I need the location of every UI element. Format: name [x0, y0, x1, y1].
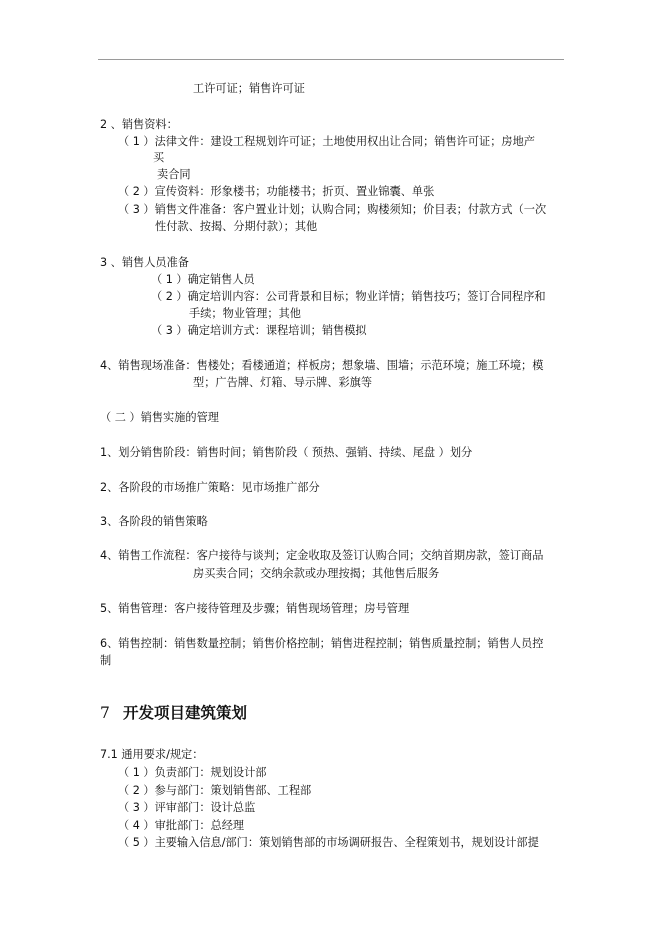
- text-line: 工许可证；销售许可证: [193, 82, 305, 95]
- text-line: （ 1 ）确定销售人员: [151, 273, 255, 286]
- list-heading: 2 、销售资料：: [100, 118, 178, 131]
- text-line: 6、销售控制：销售数量控制；销售价格控制；销售进程控制；销售质量控制；销售人员控: [100, 637, 544, 650]
- text-line: 手续；物业管理；其他: [189, 307, 301, 320]
- text-line: 3、各阶段的销售策略: [100, 515, 208, 528]
- list-heading: 3 、销售人员准备: [100, 256, 189, 269]
- subsection-heading: 7.1 通用要求/规定：: [100, 748, 204, 761]
- text-line: 2、各阶段的市场推广策略：见市场推广部分: [100, 481, 320, 494]
- section-title: 开发项目建筑策划: [123, 703, 248, 722]
- text-line: 性付款、按揭、分期付款）；其他: [155, 220, 318, 233]
- text-line: 5、销售管理：客户接待管理及步骤；销售现场管理；房号管理: [100, 602, 410, 615]
- text-line: （ 1 ）法律文件：建设工程规划许可证；土地使用权出让合同；销售许可证；房地产: [118, 135, 535, 148]
- text-line: （ 2 ）参与部门：策划销售部、工程部: [118, 784, 312, 797]
- text-line: 4、销售现场准备：售楼处；看楼通道；样板房；想象墙、围墙；示范环境；施工环境；模: [100, 359, 544, 372]
- text-line: （ 2 ）确定培训内容：公司背景和目标；物业详情；销售技巧；签订合同程序和: [151, 290, 546, 303]
- header-rule: [98, 59, 564, 60]
- text-line: （ 3 ）销售文件准备：客户置业计划；认购合同；购楼须知；价目表；付款方式（一次: [118, 203, 547, 216]
- section-number: 7: [100, 704, 110, 722]
- text-line: （ 1 ）负责部门：规划设计部: [118, 766, 267, 779]
- text-line: 型；广告牌、灯箱、导示牌、彩旗等: [193, 376, 373, 389]
- text-line: 1、划分销售阶段：销售时间；销售阶段（ 预热、强销、持续、尾盘 ）划分: [100, 446, 473, 459]
- text-line: （ 2 ）宣传资料：形象楼书；功能楼书；折页、置业锦囊、单张: [118, 185, 435, 198]
- section-heading: [100, 703, 247, 723]
- text-line: （ 3 ）确定培训方式：课程培训；销售模拟: [151, 324, 367, 337]
- subsection-heading: （ 二 ）销售实施的管理: [100, 411, 219, 424]
- text-line: （ 3 ）评审部门：设计总监: [118, 801, 256, 814]
- text-line: 房买卖合同；交纳余款或办理按揭；其他售后服务: [193, 567, 440, 580]
- text-line: 4、销售工作流程：客户接待与谈判；定金收取及签订认购合同；交纳首期房款，签订商品: [100, 549, 544, 562]
- text-line: （ 5 ）主要输入信息/部门：策划销售部的市场调研报告、全程策划书，规划设计部提: [118, 836, 539, 849]
- text-line: 买: [153, 151, 165, 164]
- text-line: （ 4 ）审批部门：总经理: [118, 819, 245, 832]
- text-line: 卖合同: [157, 168, 191, 181]
- text-line: 制: [100, 654, 112, 667]
